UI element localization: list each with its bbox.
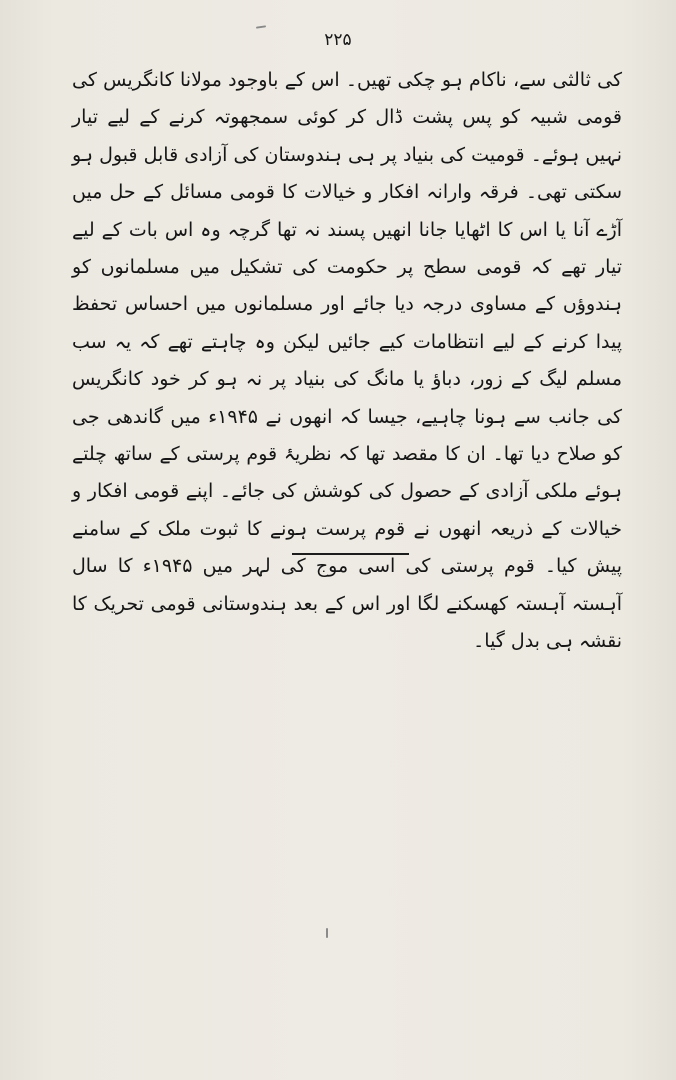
body-text xyxy=(72,62,622,661)
paper-speck xyxy=(256,25,266,28)
section-end-rule xyxy=(292,553,409,555)
paragraph: کی ثالثی سے، ناکام ہو چکی تھیں۔ اس کے باوجود مولانا کانگریس کی قومی شبیہ کو پس پشت ڈال کر کوئی سمجھوتہ کرنے کے لیے تیار نہیں ہوئے۔ قومیت کی بنیاد پر ہی ہندوستان کی آزادی قابل قبول ہو سکتی تھی۔ فرقہ وارانہ افکار و خیالات کا قومی مسائل کے حل میں آڑے آنا یا اس کا اٹھایا جانا انھیں پسند نہ تھا گرچہ وہ اس بات کے لیے تیار تھے کہ قومی سطح پر حکومت کی تشکیل میں مسلمانوں کو ہندوؤں کے مساوی درجہ دیا جائے اور مسلمانوں میں احساس تحفظ پیدا کرنے کے لیے انتظامات کیے جائیں لیکن وہ چاہتے تھے کہ یہ سب مسلم لیگ کے زور، دباؤ یا مانگ کی بنیاد پر نہ ہو کر خود کانگریس کی جانب سے ہونا چاہیے، جیسا کہ انھوں نے ۱۹۴۵ء میں گاندھی جی کو صلاح دیا تھا۔ ان کا مقصد تھا کہ نظریۂ قوم پرستی کے ساتھ چلتے ہوئے ملکی آزادی کے حصول کی کوشش کی جائے۔ اپنے قومی افکار و خیالات کے ذریعہ انھوں نے قوم پرست ہونے کا ثبوت ملک کے سامنے پیش کیا۔ قوم پرستی کی اسی موج کی لہر میں ۱۹۴۵ء کا سال آہستہ آہستہ کھسکنے لگا اور اس کے بعد ہندوستانی قومی تحریک کا نقشہ ہی بدل گیا۔ xyxy=(72,69,622,653)
paper-speck xyxy=(326,928,328,938)
page-number: ۲۲۵ xyxy=(324,30,352,50)
